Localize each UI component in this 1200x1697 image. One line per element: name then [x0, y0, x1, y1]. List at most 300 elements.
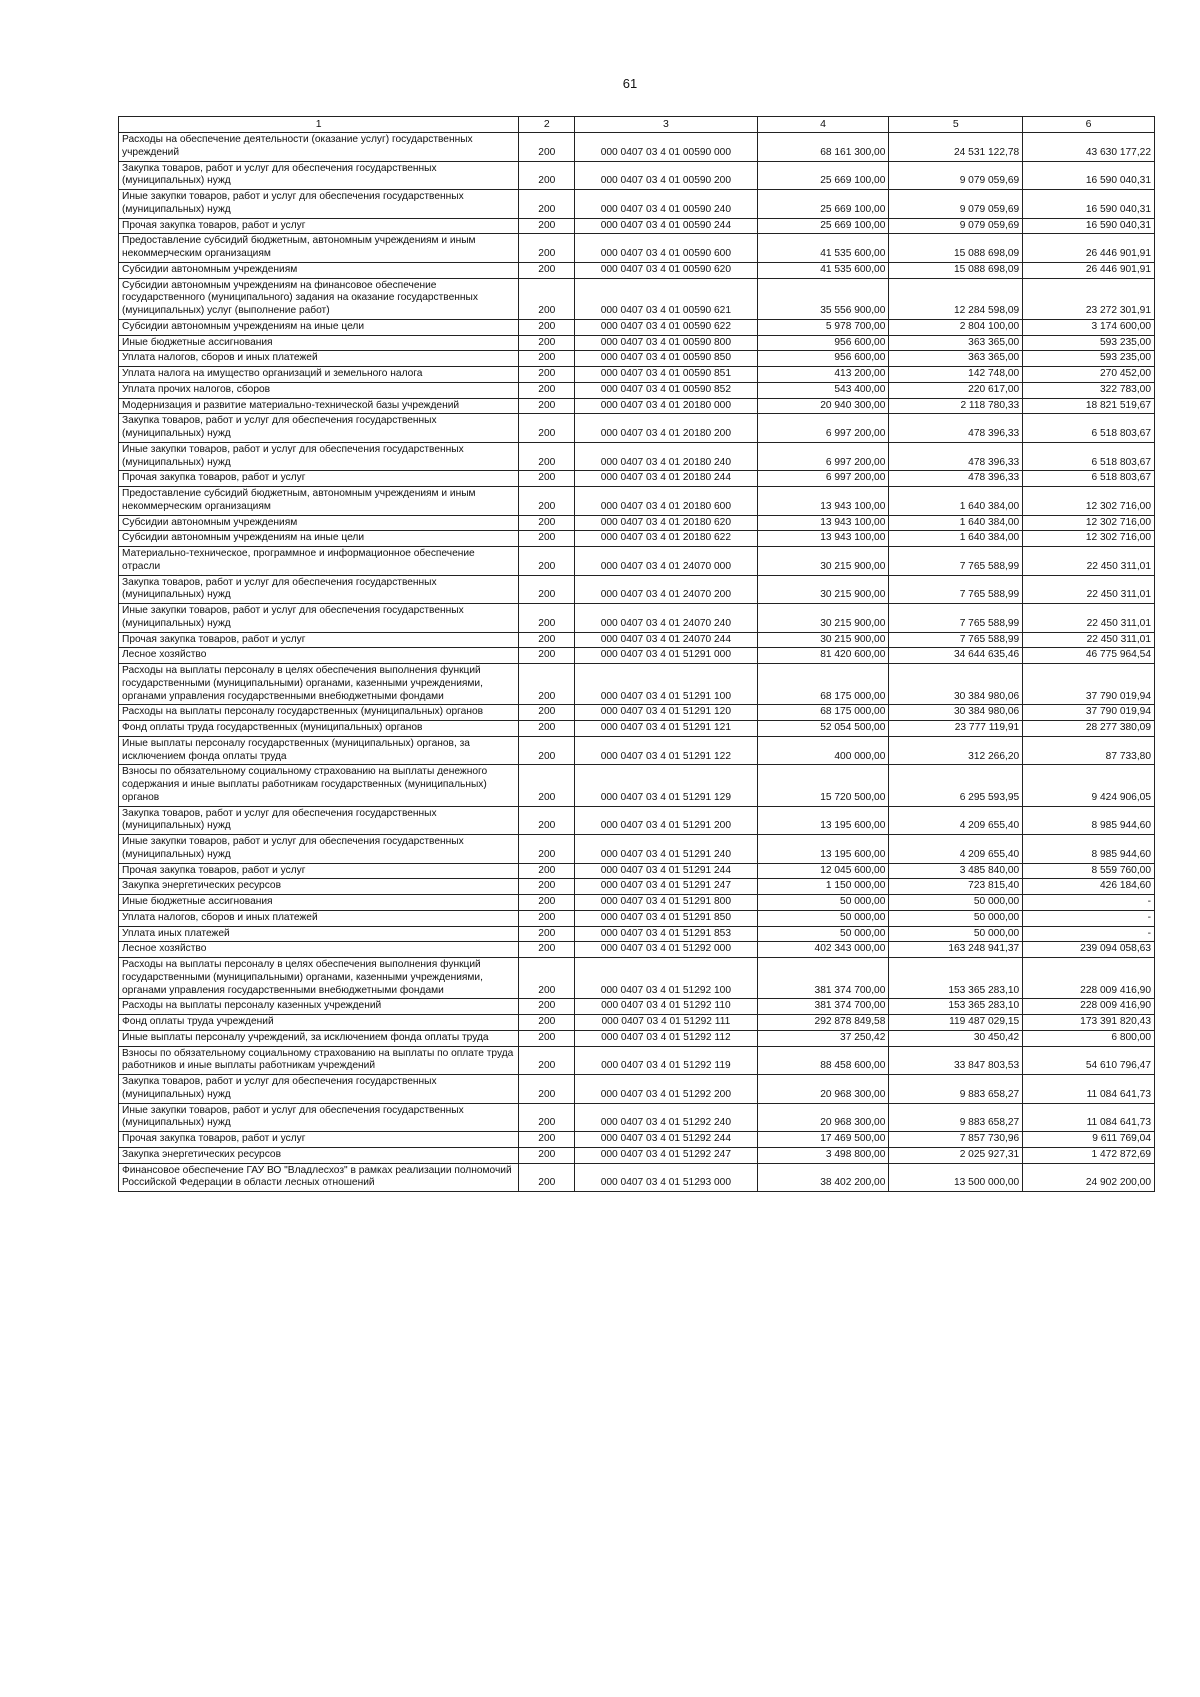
row-line-code: 200	[519, 1103, 575, 1132]
table-header-row	[119, 117, 1155, 133]
row-unexecuted-amount: 16 590 040,31	[1023, 161, 1155, 190]
header-col-1: 1	[119, 117, 519, 133]
row-description: Расходы на выплаты персоналу казенных учреждений	[119, 999, 519, 1015]
row-description: Иные закупки товаров, работ и услуг для обеспечения государственных (муниципальных) нужд	[119, 835, 519, 864]
row-description: Закупка товаров, работ и услуг для обеспечения государственных (муниципальных) нужд	[119, 1075, 519, 1104]
row-description: Закупка энергетических ресурсов	[119, 879, 519, 895]
row-approved-amount: 381 374 700,00	[757, 999, 889, 1015]
row-approved-amount: 20 940 300,00	[757, 398, 889, 414]
table-row	[119, 835, 1155, 864]
row-line-code: 200	[519, 910, 575, 926]
row-unexecuted-amount: 6 800,00	[1023, 1030, 1155, 1046]
table-row	[119, 1132, 1155, 1148]
row-budget-classification-code: 000 0407 03 4 01 20180 620	[575, 515, 757, 531]
row-approved-amount: 68 161 300,00	[757, 133, 889, 162]
row-description: Иные закупки товаров, работ и услуг для обеспечения государственных (муниципальных) нужд	[119, 442, 519, 471]
row-description: Иные закупки товаров, работ и услуг для обеспечения государственных (муниципальных) нужд	[119, 1103, 519, 1132]
row-budget-classification-code: 000 0407 03 4 01 24070 240	[575, 604, 757, 633]
row-unexecuted-amount: 9 611 769,04	[1023, 1132, 1155, 1148]
row-unexecuted-amount: -	[1023, 895, 1155, 911]
row-budget-classification-code: 000 0407 03 4 01 51291 100	[575, 664, 757, 705]
row-budget-classification-code: 000 0407 03 4 01 00590 240	[575, 190, 757, 219]
row-budget-classification-code: 000 0407 03 4 01 51292 200	[575, 1075, 757, 1104]
row-executed-amount: 9 079 059,69	[889, 190, 1023, 219]
row-description: Иные бюджетные ассигнования	[119, 895, 519, 911]
row-approved-amount: 413 200,00	[757, 367, 889, 383]
row-executed-amount: 12 284 598,09	[889, 278, 1023, 319]
table-row	[119, 1147, 1155, 1163]
table-row	[119, 471, 1155, 487]
row-description: Прочая закупка товаров, работ и услуг	[119, 632, 519, 648]
row-approved-amount: 381 374 700,00	[757, 958, 889, 999]
row-executed-amount: 478 396,33	[889, 442, 1023, 471]
row-budget-classification-code: 000 0407 03 4 01 51291 240	[575, 835, 757, 864]
table-row	[119, 335, 1155, 351]
row-unexecuted-amount: 22 450 311,01	[1023, 547, 1155, 576]
row-unexecuted-amount: 11 084 641,73	[1023, 1075, 1155, 1104]
row-executed-amount: 50 000,00	[889, 910, 1023, 926]
row-approved-amount: 6 997 200,00	[757, 471, 889, 487]
row-unexecuted-amount: 173 391 820,43	[1023, 1015, 1155, 1031]
table-row	[119, 1030, 1155, 1046]
table-row	[119, 218, 1155, 234]
row-line-code: 200	[519, 926, 575, 942]
row-unexecuted-amount: 1 472 872,69	[1023, 1147, 1155, 1163]
row-approved-amount: 35 556 900,00	[757, 278, 889, 319]
row-executed-amount: 7 765 588,99	[889, 632, 1023, 648]
row-description: Субсидии автономным учреждениям	[119, 262, 519, 278]
table-row	[119, 161, 1155, 190]
row-executed-amount: 34 644 635,46	[889, 648, 1023, 664]
row-line-code: 200	[519, 1075, 575, 1104]
table-row	[119, 1103, 1155, 1132]
table-row	[119, 414, 1155, 443]
table-row	[119, 1163, 1155, 1192]
row-budget-classification-code: 000 0407 03 4 01 20180 200	[575, 414, 757, 443]
row-line-code: 200	[519, 190, 575, 219]
row-executed-amount: 363 365,00	[889, 335, 1023, 351]
row-approved-amount: 30 215 900,00	[757, 632, 889, 648]
header-col-3: 3	[575, 117, 757, 133]
table-row	[119, 958, 1155, 999]
row-approved-amount: 37 250,42	[757, 1030, 889, 1046]
row-unexecuted-amount: 22 450 311,01	[1023, 604, 1155, 633]
row-approved-amount: 50 000,00	[757, 926, 889, 942]
row-executed-amount: 7 765 588,99	[889, 547, 1023, 576]
row-executed-amount: 3 485 840,00	[889, 863, 1023, 879]
row-approved-amount: 30 215 900,00	[757, 547, 889, 576]
table-row	[119, 736, 1155, 765]
table-body	[119, 133, 1155, 1192]
row-description: Расходы на выплаты персоналу в целях обеспечения выполнения функций государственными (муниципальными) органами, казенными учреждениями, органами управления государственными внебюджетными фондами	[119, 664, 519, 705]
row-unexecuted-amount: 26 446 901,91	[1023, 262, 1155, 278]
row-budget-classification-code: 000 0407 03 4 01 00590 600	[575, 234, 757, 263]
row-budget-classification-code: 000 0407 03 4 01 20180 000	[575, 398, 757, 414]
row-unexecuted-amount: 22 450 311,01	[1023, 575, 1155, 604]
row-budget-classification-code: 000 0407 03 4 01 00590 200	[575, 161, 757, 190]
row-line-code: 200	[519, 958, 575, 999]
row-line-code: 200	[519, 398, 575, 414]
row-unexecuted-amount: 322 783,00	[1023, 382, 1155, 398]
row-description: Прочая закупка товаров, работ и услуг	[119, 863, 519, 879]
row-executed-amount: 30 384 980,06	[889, 705, 1023, 721]
row-approved-amount: 15 720 500,00	[757, 765, 889, 806]
row-line-code: 200	[519, 575, 575, 604]
row-unexecuted-amount: 37 790 019,94	[1023, 705, 1155, 721]
row-approved-amount: 6 997 200,00	[757, 442, 889, 471]
row-executed-amount: 2 025 927,31	[889, 1147, 1023, 1163]
header-col-5: 5	[889, 117, 1023, 133]
row-approved-amount: 88 458 600,00	[757, 1046, 889, 1075]
row-executed-amount: 723 815,40	[889, 879, 1023, 895]
row-executed-amount: 4 209 655,40	[889, 835, 1023, 864]
row-line-code: 200	[519, 487, 575, 516]
row-unexecuted-amount: 28 277 380,09	[1023, 721, 1155, 737]
row-description: Расходы на обеспечение деятельности (оказание услуг) государственных учреждений	[119, 133, 519, 162]
row-approved-amount: 17 469 500,00	[757, 1132, 889, 1148]
row-description: Уплата иных платежей	[119, 926, 519, 942]
row-executed-amount: 119 487 029,15	[889, 1015, 1023, 1031]
row-description: Лесное хозяйство	[119, 942, 519, 958]
row-unexecuted-amount: 3 174 600,00	[1023, 319, 1155, 335]
row-budget-classification-code: 000 0407 03 4 01 51292 112	[575, 1030, 757, 1046]
row-executed-amount: 9 079 059,69	[889, 218, 1023, 234]
row-unexecuted-amount: 18 821 519,67	[1023, 398, 1155, 414]
row-approved-amount: 402 343 000,00	[757, 942, 889, 958]
row-description: Закупка товаров, работ и услуг для обеспечения государственных (муниципальных) нужд	[119, 414, 519, 443]
row-budget-classification-code: 000 0407 03 4 01 51291 122	[575, 736, 757, 765]
row-approved-amount: 41 535 600,00	[757, 262, 889, 278]
row-line-code: 200	[519, 319, 575, 335]
row-line-code: 200	[519, 351, 575, 367]
row-executed-amount: 2 118 780,33	[889, 398, 1023, 414]
row-budget-classification-code: 000 0407 03 4 01 51291 850	[575, 910, 757, 926]
row-budget-classification-code: 000 0407 03 4 01 00590 851	[575, 367, 757, 383]
row-executed-amount: 220 617,00	[889, 382, 1023, 398]
row-unexecuted-amount: 43 630 177,22	[1023, 133, 1155, 162]
header-col-2: 2	[519, 117, 575, 133]
row-approved-amount: 68 175 000,00	[757, 705, 889, 721]
row-line-code: 200	[519, 218, 575, 234]
row-line-code: 200	[519, 879, 575, 895]
row-approved-amount: 81 420 600,00	[757, 648, 889, 664]
row-budget-classification-code: 000 0407 03 4 01 51291 200	[575, 806, 757, 835]
table-row	[119, 351, 1155, 367]
row-description: Предоставление субсидий бюджетным, автономным учреждениям и иным некоммерческим организациям	[119, 487, 519, 516]
row-budget-classification-code: 000 0407 03 4 01 51291 000	[575, 648, 757, 664]
row-approved-amount: 20 968 300,00	[757, 1075, 889, 1104]
table-row	[119, 190, 1155, 219]
header-col-6: 6	[1023, 117, 1155, 133]
row-executed-amount: 33 847 803,53	[889, 1046, 1023, 1075]
row-unexecuted-amount: 24 902 200,00	[1023, 1163, 1155, 1192]
row-description: Иные выплаты персоналу учреждений, за исключением фонда оплаты труда	[119, 1030, 519, 1046]
row-line-code: 200	[519, 1015, 575, 1031]
row-description: Модернизация и развитие материально-технической базы учреждений	[119, 398, 519, 414]
row-description: Уплата налогов, сборов и иных платежей	[119, 351, 519, 367]
table-row	[119, 442, 1155, 471]
table-row	[119, 926, 1155, 942]
row-line-code: 200	[519, 161, 575, 190]
row-executed-amount: 23 777 119,91	[889, 721, 1023, 737]
row-budget-classification-code: 000 0407 03 4 01 20180 240	[575, 442, 757, 471]
row-approved-amount: 30 215 900,00	[757, 575, 889, 604]
row-line-code: 200	[519, 765, 575, 806]
row-budget-classification-code: 000 0407 03 4 01 24070 244	[575, 632, 757, 648]
row-unexecuted-amount: -	[1023, 910, 1155, 926]
table-row	[119, 664, 1155, 705]
row-line-code: 200	[519, 262, 575, 278]
row-executed-amount: 4 209 655,40	[889, 806, 1023, 835]
row-executed-amount: 153 365 283,10	[889, 958, 1023, 999]
row-line-code: 200	[519, 863, 575, 879]
row-line-code: 200	[519, 664, 575, 705]
row-unexecuted-amount: 12 302 716,00	[1023, 487, 1155, 516]
budget-report-table	[118, 116, 1155, 1192]
row-description: Расходы на выплаты персоналу в целях обеспечения выполнения функций государственными (муниципальными) органами, казенными учреждениями, органами управления государственными внебюджетными фондами	[119, 958, 519, 999]
row-unexecuted-amount: 87 733,80	[1023, 736, 1155, 765]
row-line-code: 200	[519, 531, 575, 547]
row-approved-amount: 52 054 500,00	[757, 721, 889, 737]
table-row	[119, 547, 1155, 576]
row-line-code: 200	[519, 335, 575, 351]
row-budget-classification-code: 000 0407 03 4 01 51292 100	[575, 958, 757, 999]
row-description: Закупка товаров, работ и услуг для обеспечения государственных (муниципальных) нужд	[119, 575, 519, 604]
row-executed-amount: 2 804 100,00	[889, 319, 1023, 335]
row-executed-amount: 478 396,33	[889, 414, 1023, 443]
row-description: Иные закупки товаров, работ и услуг для обеспечения государственных (муниципальных) нужд	[119, 190, 519, 219]
row-unexecuted-amount: 228 009 416,90	[1023, 958, 1155, 999]
row-approved-amount: 6 997 200,00	[757, 414, 889, 443]
row-budget-classification-code: 000 0407 03 4 01 00590 852	[575, 382, 757, 398]
row-line-code: 200	[519, 234, 575, 263]
row-unexecuted-amount: 8 985 944,60	[1023, 835, 1155, 864]
table-row	[119, 1075, 1155, 1104]
row-line-code: 200	[519, 999, 575, 1015]
row-executed-amount: 9 883 658,27	[889, 1075, 1023, 1104]
row-budget-classification-code: 000 0407 03 4 01 51291 120	[575, 705, 757, 721]
row-description: Взносы по обязательному социальному страхованию на выплаты денежного содержания и иные выплаты работникам государственных (муниципальных) органов	[119, 765, 519, 806]
row-line-code: 200	[519, 942, 575, 958]
row-executed-amount: 7 857 730,96	[889, 1132, 1023, 1148]
row-line-code: 200	[519, 1046, 575, 1075]
row-line-code: 200	[519, 442, 575, 471]
row-line-code: 200	[519, 367, 575, 383]
row-budget-classification-code: 000 0407 03 4 01 00590 244	[575, 218, 757, 234]
row-executed-amount: 163 248 941,37	[889, 942, 1023, 958]
row-executed-amount: 1 640 384,00	[889, 515, 1023, 531]
header-col-4: 4	[757, 117, 889, 133]
row-line-code: 200	[519, 1163, 575, 1192]
row-line-code: 200	[519, 736, 575, 765]
row-description: Лесное хозяйство	[119, 648, 519, 664]
table-row	[119, 1046, 1155, 1075]
row-budget-classification-code: 000 0407 03 4 01 51292 000	[575, 942, 757, 958]
row-line-code: 200	[519, 806, 575, 835]
row-line-code: 200	[519, 1132, 575, 1148]
row-description: Закупка товаров, работ и услуг для обеспечения государственных (муниципальных) нужд	[119, 161, 519, 190]
row-description: Финансовое обеспечение ГАУ ВО "Владлесхоз" в рамках реализации полномочий Российской Федерации в области лесных отношений	[119, 1163, 519, 1192]
row-approved-amount: 543 400,00	[757, 382, 889, 398]
row-executed-amount: 1 640 384,00	[889, 531, 1023, 547]
row-executed-amount: 13 500 000,00	[889, 1163, 1023, 1192]
row-budget-classification-code: 000 0407 03 4 01 51292 240	[575, 1103, 757, 1132]
row-executed-amount: 478 396,33	[889, 471, 1023, 487]
table-row	[119, 648, 1155, 664]
row-unexecuted-amount: 8 985 944,60	[1023, 806, 1155, 835]
row-description: Прочая закупка товаров, работ и услуг	[119, 471, 519, 487]
row-budget-classification-code: 000 0407 03 4 01 51292 244	[575, 1132, 757, 1148]
row-approved-amount: 956 600,00	[757, 351, 889, 367]
table-row	[119, 133, 1155, 162]
row-budget-classification-code: 000 0407 03 4 01 51291 129	[575, 765, 757, 806]
table-row	[119, 999, 1155, 1015]
row-unexecuted-amount: 239 094 058,63	[1023, 942, 1155, 958]
row-approved-amount: 41 535 600,00	[757, 234, 889, 263]
row-unexecuted-amount: 26 446 901,91	[1023, 234, 1155, 263]
table-row	[119, 942, 1155, 958]
table-row	[119, 910, 1155, 926]
row-approved-amount: 5 978 700,00	[757, 319, 889, 335]
row-unexecuted-amount: 12 302 716,00	[1023, 531, 1155, 547]
table-row	[119, 1015, 1155, 1031]
row-line-code: 200	[519, 705, 575, 721]
row-executed-amount: 6 295 593,95	[889, 765, 1023, 806]
row-unexecuted-amount: 593 235,00	[1023, 335, 1155, 351]
row-approved-amount: 3 498 800,00	[757, 1147, 889, 1163]
table-row	[119, 515, 1155, 531]
row-executed-amount: 24 531 122,78	[889, 133, 1023, 162]
row-description: Взносы по обязательному социальному страхованию на выплаты по оплате труда работников и иные выплаты работникам учреждений	[119, 1046, 519, 1075]
row-executed-amount: 9 079 059,69	[889, 161, 1023, 190]
row-approved-amount: 68 175 000,00	[757, 664, 889, 705]
row-unexecuted-amount: 11 084 641,73	[1023, 1103, 1155, 1132]
row-budget-classification-code: 000 0407 03 4 01 51292 111	[575, 1015, 757, 1031]
row-approved-amount: 13 195 600,00	[757, 835, 889, 864]
row-description: Субсидии автономным учреждениям	[119, 515, 519, 531]
row-line-code: 200	[519, 632, 575, 648]
row-unexecuted-amount: 270 452,00	[1023, 367, 1155, 383]
row-unexecuted-amount: -	[1023, 926, 1155, 942]
row-unexecuted-amount: 8 559 760,00	[1023, 863, 1155, 879]
row-line-code: 200	[519, 471, 575, 487]
row-line-code: 200	[519, 648, 575, 664]
row-description: Расходы на выплаты персоналу государственных (муниципальных) органов	[119, 705, 519, 721]
row-budget-classification-code: 000 0407 03 4 01 51293 000	[575, 1163, 757, 1192]
row-line-code: 200	[519, 547, 575, 576]
row-description: Уплата прочих налогов, сборов	[119, 382, 519, 398]
row-unexecuted-amount: 6 518 803,67	[1023, 414, 1155, 443]
row-budget-classification-code: 000 0407 03 4 01 00590 622	[575, 319, 757, 335]
row-description: Фонд оплаты труда учреждений	[119, 1015, 519, 1031]
row-executed-amount: 7 765 588,99	[889, 604, 1023, 633]
row-unexecuted-amount: 228 009 416,90	[1023, 999, 1155, 1015]
row-unexecuted-amount: 12 302 716,00	[1023, 515, 1155, 531]
row-line-code: 200	[519, 515, 575, 531]
row-unexecuted-amount: 16 590 040,31	[1023, 218, 1155, 234]
row-approved-amount: 50 000,00	[757, 895, 889, 911]
row-approved-amount: 292 878 849,58	[757, 1015, 889, 1031]
row-budget-classification-code: 000 0407 03 4 01 20180 244	[575, 471, 757, 487]
row-line-code: 200	[519, 895, 575, 911]
row-executed-amount: 1 640 384,00	[889, 487, 1023, 516]
row-budget-classification-code: 000 0407 03 4 01 51291 800	[575, 895, 757, 911]
row-approved-amount: 20 968 300,00	[757, 1103, 889, 1132]
row-description: Субсидии автономным учреждениям на иные цели	[119, 531, 519, 547]
row-budget-classification-code: 000 0407 03 4 01 51291 247	[575, 879, 757, 895]
row-unexecuted-amount: 593 235,00	[1023, 351, 1155, 367]
page-number: 61	[622, 76, 638, 91]
table-row	[119, 382, 1155, 398]
row-description: Иные бюджетные ассигнования	[119, 335, 519, 351]
row-executed-amount: 7 765 588,99	[889, 575, 1023, 604]
row-approved-amount: 956 600,00	[757, 335, 889, 351]
row-line-code: 200	[519, 604, 575, 633]
row-approved-amount: 13 943 100,00	[757, 487, 889, 516]
table-row	[119, 234, 1155, 263]
row-budget-classification-code: 000 0407 03 4 01 24070 000	[575, 547, 757, 576]
table-row	[119, 721, 1155, 737]
row-approved-amount: 38 402 200,00	[757, 1163, 889, 1192]
row-budget-classification-code: 000 0407 03 4 01 00590 000	[575, 133, 757, 162]
table-row	[119, 806, 1155, 835]
row-executed-amount: 15 088 698,09	[889, 234, 1023, 263]
row-budget-classification-code: 000 0407 03 4 01 51292 119	[575, 1046, 757, 1075]
table-row	[119, 705, 1155, 721]
row-description: Уплата налога на имущество организаций и земельного налога	[119, 367, 519, 383]
table-row	[119, 632, 1155, 648]
row-unexecuted-amount: 46 775 964,54	[1023, 648, 1155, 664]
row-description: Субсидии автономным учреждениям на иные цели	[119, 319, 519, 335]
row-description: Закупка товаров, работ и услуг для обеспечения государственных (муниципальных) нужд	[119, 806, 519, 835]
table-row	[119, 398, 1155, 414]
row-description: Уплата налогов, сборов и иных платежей	[119, 910, 519, 926]
table-row	[119, 262, 1155, 278]
row-description: Предоставление субсидий бюджетным, автономным учреждениям и иным некоммерческим организациям	[119, 234, 519, 263]
row-unexecuted-amount: 426 184,60	[1023, 879, 1155, 895]
row-unexecuted-amount: 54 610 796,47	[1023, 1046, 1155, 1075]
row-approved-amount: 50 000,00	[757, 910, 889, 926]
row-executed-amount: 50 000,00	[889, 895, 1023, 911]
table-row	[119, 765, 1155, 806]
row-line-code: 200	[519, 382, 575, 398]
row-executed-amount: 9 883 658,27	[889, 1103, 1023, 1132]
row-approved-amount: 13 943 100,00	[757, 515, 889, 531]
row-approved-amount: 1 150 000,00	[757, 879, 889, 895]
row-approved-amount: 25 669 100,00	[757, 190, 889, 219]
table-row	[119, 367, 1155, 383]
row-line-code: 200	[519, 835, 575, 864]
row-budget-classification-code: 000 0407 03 4 01 20180 600	[575, 487, 757, 516]
row-description: Прочая закупка товаров, работ и услуг	[119, 1132, 519, 1148]
row-executed-amount: 312 266,20	[889, 736, 1023, 765]
row-description: Прочая закупка товаров, работ и услуг	[119, 218, 519, 234]
row-approved-amount: 30 215 900,00	[757, 604, 889, 633]
row-description: Материально-техническое, программное и информационное обеспечение отрасли	[119, 547, 519, 576]
row-line-code: 200	[519, 278, 575, 319]
row-line-code: 200	[519, 1147, 575, 1163]
row-approved-amount: 12 045 600,00	[757, 863, 889, 879]
row-budget-classification-code: 000 0407 03 4 01 51291 244	[575, 863, 757, 879]
row-unexecuted-amount: 23 272 301,91	[1023, 278, 1155, 319]
table-row	[119, 879, 1155, 895]
row-budget-classification-code: 000 0407 03 4 01 51291 853	[575, 926, 757, 942]
row-approved-amount: 25 669 100,00	[757, 218, 889, 234]
row-description: Иные закупки товаров, работ и услуг для обеспечения государственных (муниципальных) нужд	[119, 604, 519, 633]
row-budget-classification-code: 000 0407 03 4 01 24070 200	[575, 575, 757, 604]
row-executed-amount: 363 365,00	[889, 351, 1023, 367]
table-row	[119, 863, 1155, 879]
